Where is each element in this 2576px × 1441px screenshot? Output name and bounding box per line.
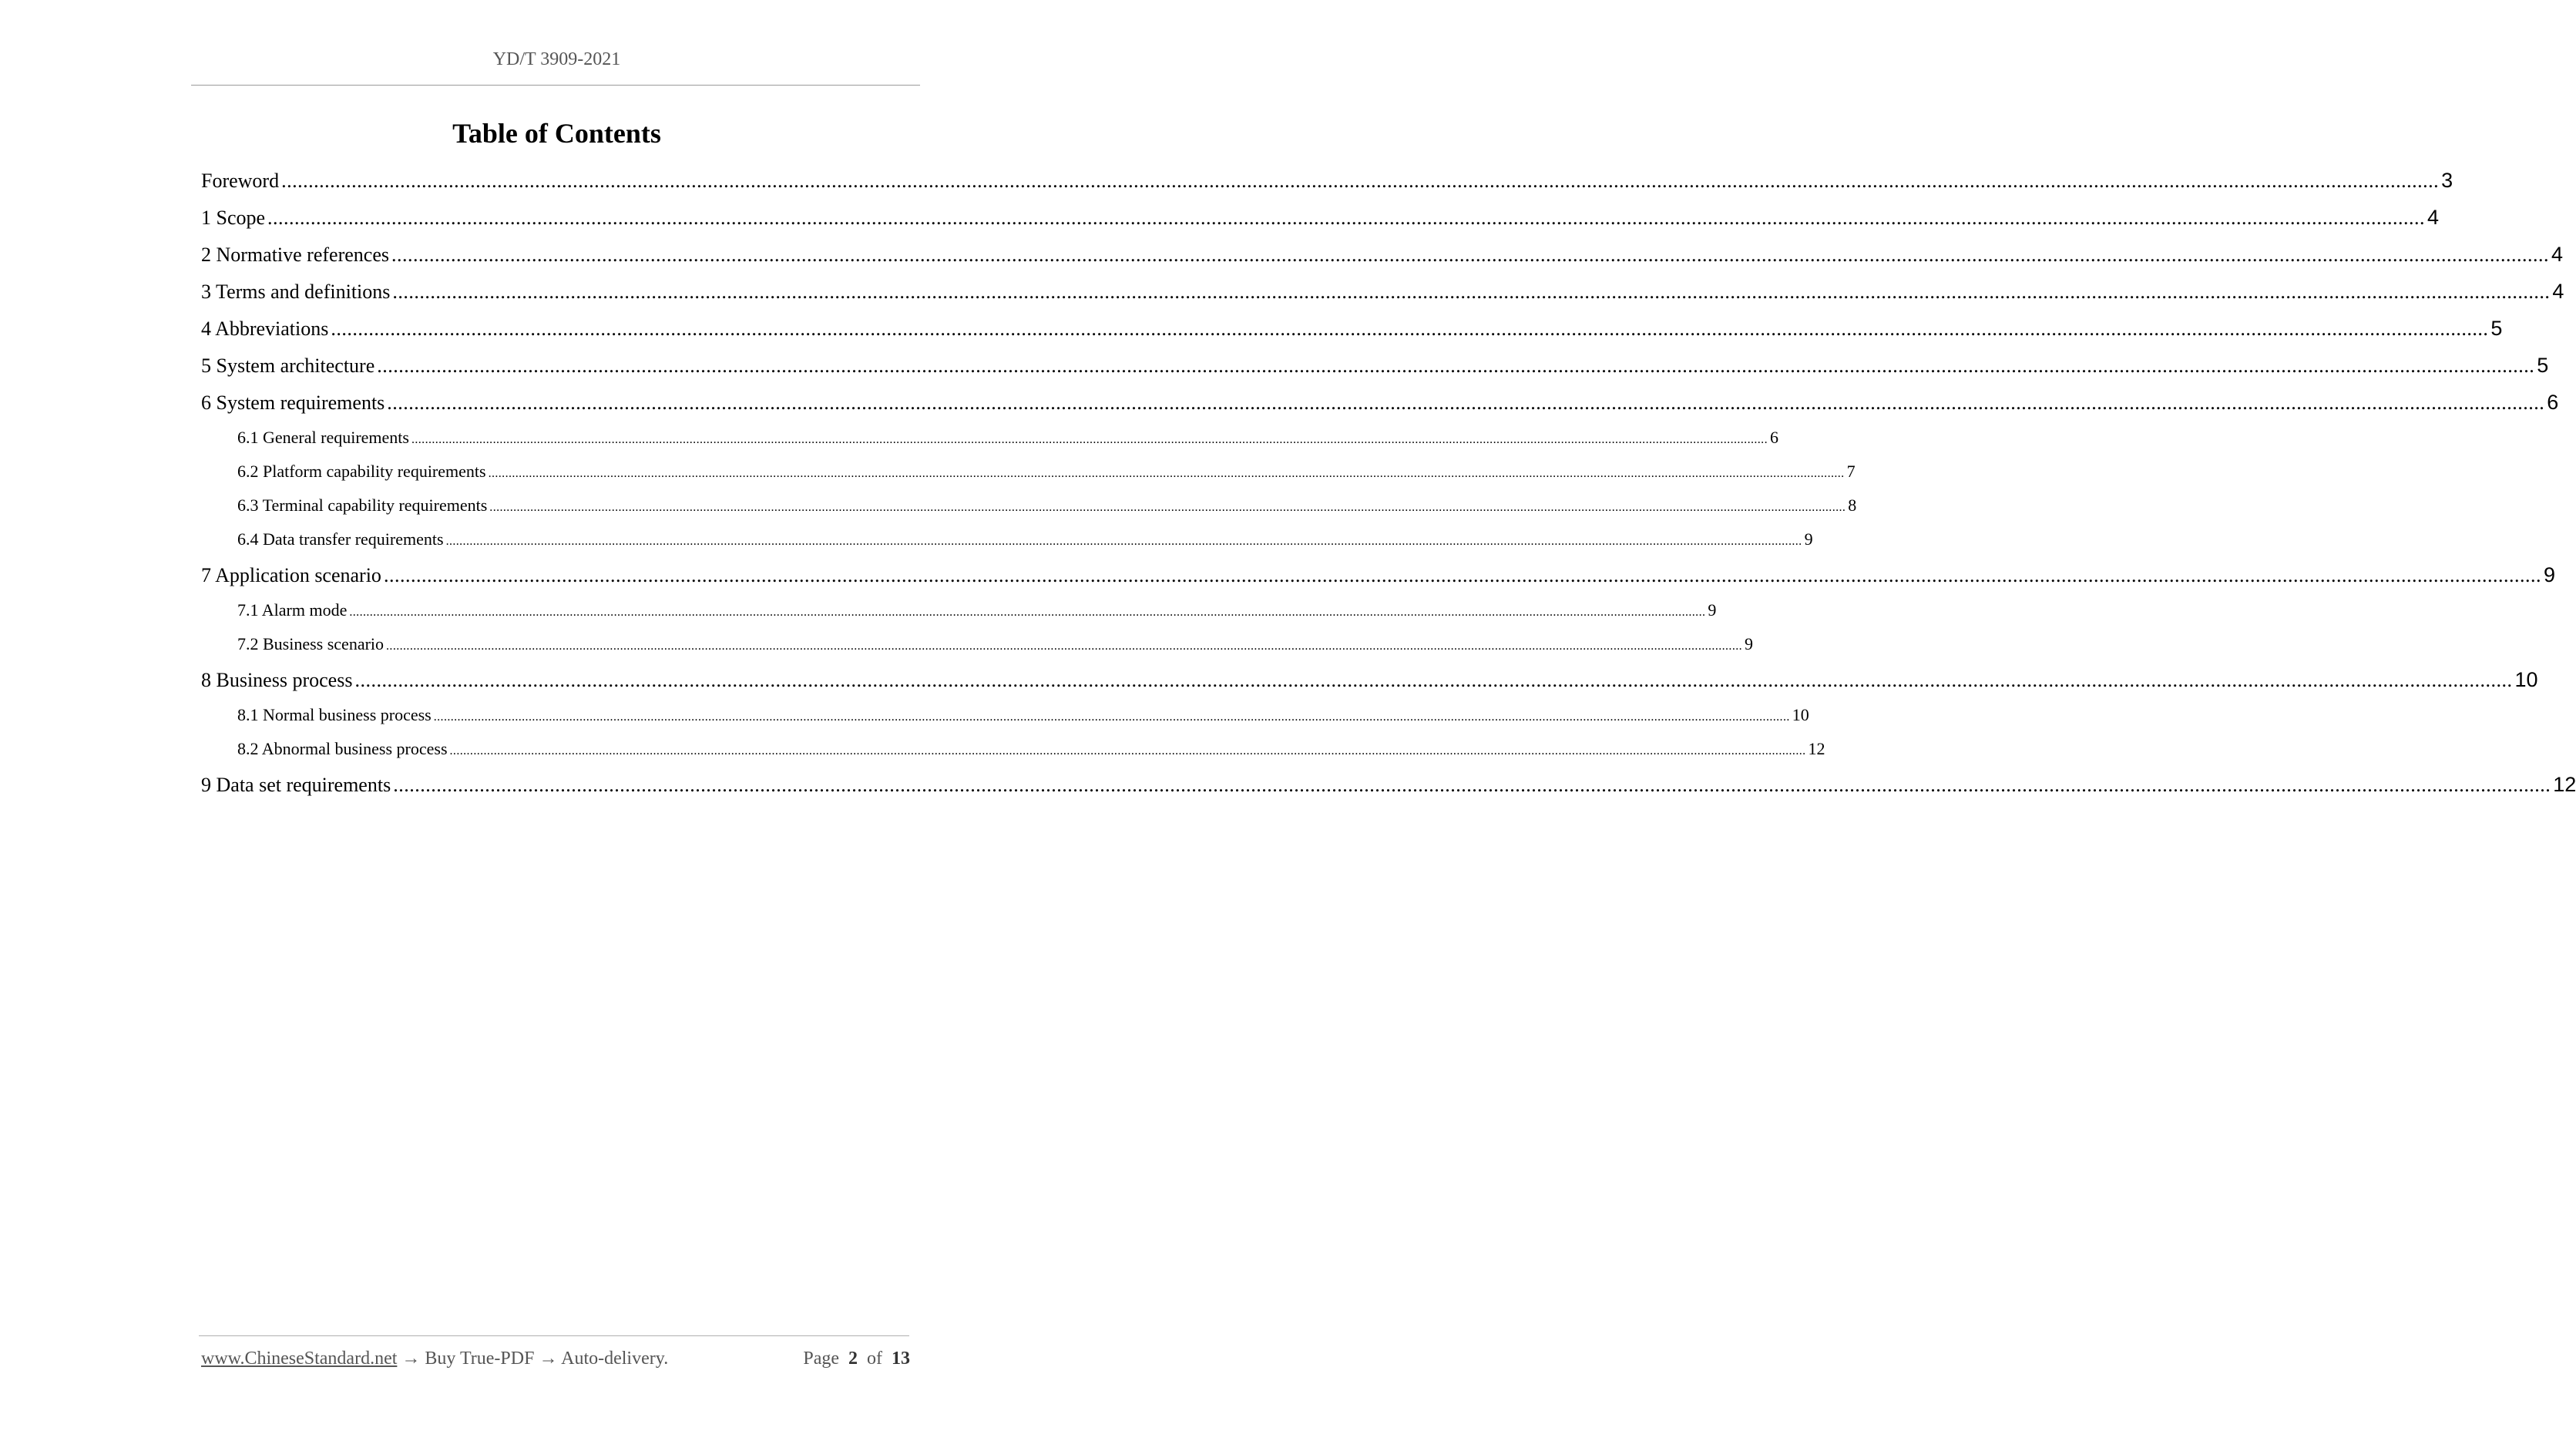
- site-link[interactable]: www.ChineseStandard.net: [201, 1349, 398, 1369]
- dot-leader: ................................................................................................................................................................................................................................................................................................................................................................................................................: [331, 317, 2489, 340]
- toc-entry-label: 4 Abbreviations: [201, 317, 329, 340]
- toc-entry-label: 8 Business process: [201, 669, 353, 691]
- page-footer: [201, 1349, 910, 1369]
- toc-entry-page: 8: [1848, 495, 1857, 515]
- toc-entry-page: 10: [1792, 705, 1809, 724]
- toc-entry-page: 9: [2543, 563, 2555, 586]
- dot-leader: ................................................................................................................................................................................................................................................................................................................................................................................................................: [267, 207, 2426, 229]
- toc-entry-terms-definitions[interactable]: [201, 280, 2564, 317]
- toc-entry-label: 8.1 Normal business process: [237, 705, 432, 724]
- toc-entry-business-process[interactable]: [201, 668, 2538, 705]
- toc-entry-page: 4: [2427, 206, 2440, 229]
- dot-leader: ................................................................................................................................................................................................................................................................................................................................................................................................................: [445, 535, 1802, 548]
- toc-entry-label: 6.1 General requirements: [237, 428, 409, 447]
- toc-title: Table of Contents: [452, 118, 661, 149]
- toc-entry-label: 6.3 Terminal capability requirements: [237, 495, 488, 515]
- toc-entry-label: 7.2 Business scenario: [237, 634, 385, 653]
- toc-entry-label: Foreword: [201, 170, 280, 192]
- toc-entry-normal-business-process[interactable]: [201, 705, 1809, 739]
- toc-entry-page: 3: [2441, 169, 2453, 192]
- toc-entry-page: 5: [2537, 354, 2549, 377]
- dot-leader: ................................................................................................................................................................................................................................................................................................................................................................................................................: [433, 710, 1790, 724]
- dot-leader: ................................................................................................................................................................................................................................................................................................................................................................................................................: [449, 744, 1806, 757]
- toc-entry-general-requirements[interactable]: [201, 428, 1778, 462]
- toc-entry-system-architecture[interactable]: [201, 354, 2549, 391]
- toc-entry-page: 9: [1804, 529, 1813, 549]
- toc-entry-label: 8.2 Abnormal business process: [237, 739, 448, 758]
- header-divider: [191, 85, 920, 86]
- dot-leader: ................................................................................................................................................................................................................................................................................................................................................................................................................: [488, 467, 1845, 480]
- dot-leader: ................................................................................................................................................................................................................................................................................................................................................................................................................: [392, 280, 2551, 303]
- toc-entry-page: 12: [1808, 739, 1825, 758]
- toc-entry-data-set-requirements[interactable]: [201, 773, 2576, 810]
- toc-entry-label: 6 System requirements: [201, 391, 385, 414]
- toc-entry-page: 5: [2490, 317, 2503, 340]
- toc-entry-abnormal-business-process[interactable]: [201, 739, 1825, 773]
- toc-entry-label: 3 Terms and definitions: [201, 280, 391, 303]
- toc-entry-platform-capability[interactable]: [201, 462, 1856, 495]
- dot-leader: ................................................................................................................................................................................................................................................................................................................................................................................................................: [387, 391, 2545, 414]
- toc-entry-page: 9: [1708, 600, 1717, 620]
- dot-leader: ................................................................................................................................................................................................................................................................................................................................................................................................................: [354, 669, 2513, 691]
- page-current: 2: [848, 1349, 858, 1369]
- toc-entry-label: 7 Application scenario: [201, 564, 381, 586]
- dot-leader: ................................................................................................................................................................................................................................................................................................................................................................................................................: [391, 244, 2549, 266]
- dot-leader: ................................................................................................................................................................................................................................................................................................................................................................................................................: [377, 354, 2535, 377]
- promo-text: → Buy True-PDF → Auto-delivery.: [397, 1349, 669, 1369]
- toc-entry-system-requirements[interactable]: [201, 391, 2559, 428]
- toc-entry-label: 9 Data set requirements: [201, 774, 391, 796]
- toc-entry-scope[interactable]: [201, 206, 2440, 243]
- toc-entry-normative-references[interactable]: [201, 243, 2564, 280]
- toc-entry-label: 6.4 Data transfer requirements: [237, 529, 444, 549]
- toc-entry-page: 9: [1745, 634, 1754, 653]
- toc-entry-business-scenario[interactable]: [201, 634, 1754, 668]
- dot-leader: ................................................................................................................................................................................................................................................................................................................................................................................................................: [386, 640, 1743, 653]
- toc-entry-label: 5 System architecture: [201, 354, 375, 377]
- toc-entry-page: 12: [2553, 773, 2576, 796]
- toc-entry-alarm-mode[interactable]: [201, 600, 1717, 634]
- toc-entry-page: 6: [2547, 391, 2559, 414]
- page-total: 13: [892, 1349, 910, 1369]
- toc-entry-label: 2 Normative references: [201, 244, 389, 266]
- toc-entry-application-scenario[interactable]: [201, 563, 2555, 600]
- dot-leader: ................................................................................................................................................................................................................................................................................................................................................................................................................: [383, 564, 2541, 586]
- dot-leader: ................................................................................................................................................................................................................................................................................................................................................................................................................: [393, 774, 2551, 796]
- toc-entry-page: 4: [2552, 280, 2564, 303]
- page-counter: [803, 1349, 910, 1369]
- table-of-contents: [201, 169, 2576, 810]
- page-of: of: [867, 1349, 882, 1369]
- toc-entry-data-transfer[interactable]: [201, 529, 1813, 563]
- dot-leader: ................................................................................................................................................................................................................................................................................................................................................................................................................: [281, 170, 2440, 192]
- toc-entry-abbreviations[interactable]: [201, 317, 2503, 354]
- toc-entry-page: 10: [2514, 668, 2538, 691]
- toc-entry-label: 1 Scope: [201, 207, 266, 229]
- toc-entry-page: 7: [1846, 462, 1856, 481]
- toc-entry-foreword[interactable]: [201, 169, 2453, 206]
- footer-promo: [201, 1349, 668, 1369]
- toc-entry-label: 6.2 Platform capability requirements: [237, 462, 486, 481]
- toc-entry-label: 7.1 Alarm mode: [237, 600, 348, 620]
- document-code-header: YD/T 3909-2021: [492, 49, 621, 69]
- page-word: Page: [803, 1349, 839, 1369]
- footer-divider: [199, 1335, 909, 1336]
- dot-leader: ................................................................................................................................................................................................................................................................................................................................................................................................................: [411, 433, 1768, 446]
- dot-leader: ................................................................................................................................................................................................................................................................................................................................................................................................................: [489, 501, 1846, 514]
- toc-entry-page: 6: [1769, 428, 1778, 447]
- dot-leader: ................................................................................................................................................................................................................................................................................................................................................................................................................: [349, 606, 1706, 619]
- toc-entry-page: 4: [2551, 243, 2564, 266]
- toc-entry-terminal-capability[interactable]: [201, 495, 1857, 529]
